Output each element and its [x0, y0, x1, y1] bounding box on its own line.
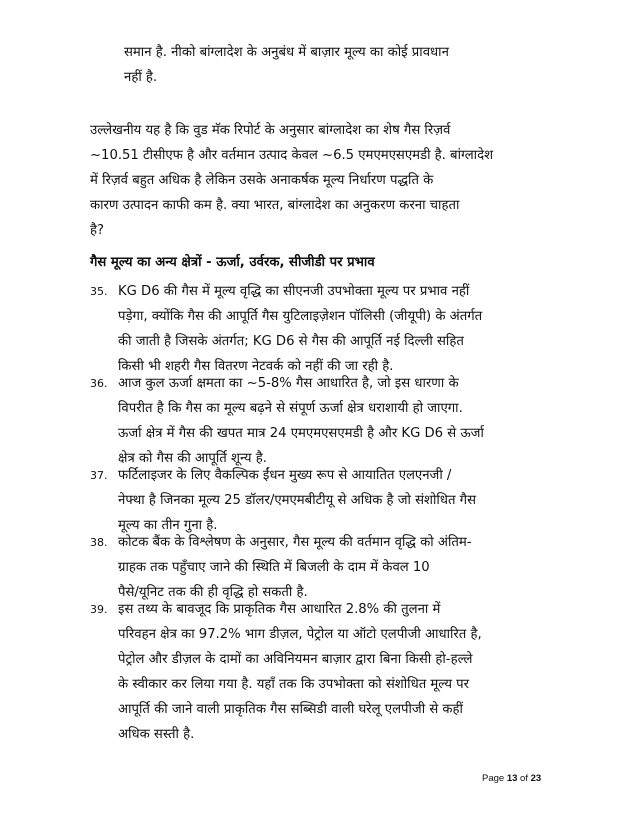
- of-label: of: [520, 773, 528, 784]
- text-line: आपूर्ति की जाने वाली प्राकृतिक गैस सब्सिडी वाली घरेलू एलपीजी से कहीं: [118, 702, 463, 717]
- text-line: नहीं है.: [124, 70, 158, 85]
- text-line: इस तथ्य के बावजूद कि प्राकृतिक गैस आधारित 2.8% की तुलना में: [118, 602, 441, 617]
- text-line: क्षेत्र को गैस की आपूर्ति शून्य है.: [118, 451, 267, 466]
- text-line: फर्टिलाइजर के लिए वैकल्पिक ईंधन मुख्य रूप से आयातित एलएनजी /: [118, 468, 452, 483]
- text-line: परिवहन क्षेत्र का 97.2% भाग डीज़ल, पेट्रोल या ऑटो एलपीजी आधारित है,: [118, 627, 482, 642]
- page-number: 13: [506, 773, 518, 784]
- item-number: 38.: [90, 536, 108, 549]
- text-line: की जाती है जिसके अंतर्गत; KG D6 से गैस की आपूर्ति नई दिल्ली सहित: [118, 334, 464, 349]
- page-label: Page: [482, 773, 505, 784]
- text-line: में रिज़र्व बहुत अधिक है लेकिन उसके अनाकर्षक मूल्य निर्धारण पद्धति के: [90, 173, 434, 188]
- text-line: कारण उत्पादन काफी कम है. क्या भारत, बांग्लादेश का अनुकरण करना चाहता: [90, 198, 460, 213]
- text-line: पड़ेगा, क्योंकि गैस की आपूर्ति गैस युटिलाइज़ेशन पॉलिसी (जीयूपी) के अंतर्गत: [118, 309, 483, 324]
- text-line: KG D6 की गैस में मूल्य वृद्धि का सीएनजी उपभोक्ता मूल्य पर प्रभाव नहीं: [118, 284, 470, 299]
- item-number: 37.: [90, 469, 108, 482]
- text-line: उल्लेखनीय यह है कि वुड मॅक रिपोर्ट के अनुसार बांग्लादेश का शेष गैस रिज़र्व: [90, 123, 451, 138]
- text-line: समान है. नीको बांग्लादेश के अनुबंध में बाज़ार मूल्य का कोई प्रावधान: [124, 45, 449, 60]
- total-pages: 23: [530, 773, 542, 784]
- text-line: पेट्रोल और डीज़ल के दामों का अविनियमन बाज़ार द्वारा बिना किसी हो-हल्ले: [118, 652, 473, 667]
- text-line: पैसे/यूनिट तक की ही वृद्धि हो सकती है.: [118, 585, 308, 600]
- item-number: 36.: [90, 377, 108, 390]
- text-line: ऊर्जा क्षेत्र में गैस की खपत मात्र 24 एमएमएसएमडी है और KG D6 से ऊर्जा: [118, 426, 484, 441]
- text-line: ग्राहक तक पहुँचाए जाने की स्थिति में बिजली के दाम में केवल 10: [118, 560, 430, 575]
- text-line: है?: [90, 223, 105, 238]
- text-line: नेफ्था है जिनका मूल्य 25 डॉलर/एमएमबीटीयू से अधिक है जो संशोधित गैस: [118, 493, 477, 508]
- text-line: अधिक सस्ती है.: [118, 727, 195, 742]
- text-line: विपरीत है कि गैस का मूल्य बढ़ने से संपूर्ण ऊर्जा क्षेत्र धराशायी हो जाएगा.: [118, 401, 463, 416]
- page-footer: [482, 773, 541, 784]
- text-line: किसी भी शहरी गैस वितरण नेटवर्क को नहीं की जा रही है.: [118, 359, 394, 374]
- text-line: के स्वीकार कर लिया गया है. यहाँ तक कि उपभोक्ता को संशोधित मूल्य पर: [118, 677, 470, 692]
- item-number: 39.: [90, 603, 108, 616]
- body-paragraph: [90, 118, 550, 243]
- intro-paragraph: [124, 40, 524, 90]
- text-line: आज कुल ऊर्जा क्षमता का ~5-8% गैस आधारित है, जो इस धारणा के: [118, 376, 459, 391]
- text-line: कोटक बैंक के विश्लेषण के अनुसार, गैस मूल्य की वर्तमान वृद्धि को अंतिम-: [118, 535, 472, 550]
- text-line: ~10.51 टीसीएफ है और वर्तमान उत्पाद केवल ~6.5 एमएमएसएमडी है. बांग्लादेश: [90, 148, 494, 163]
- section-heading: गैस मूल्य का अन्य क्षेत्रों - ऊर्जा, उर्वरक, सीजीडी पर प्रभाव: [90, 255, 375, 270]
- item-number: 35.: [90, 285, 108, 298]
- text-line: मूल्य का तीन गुना है.: [118, 518, 218, 533]
